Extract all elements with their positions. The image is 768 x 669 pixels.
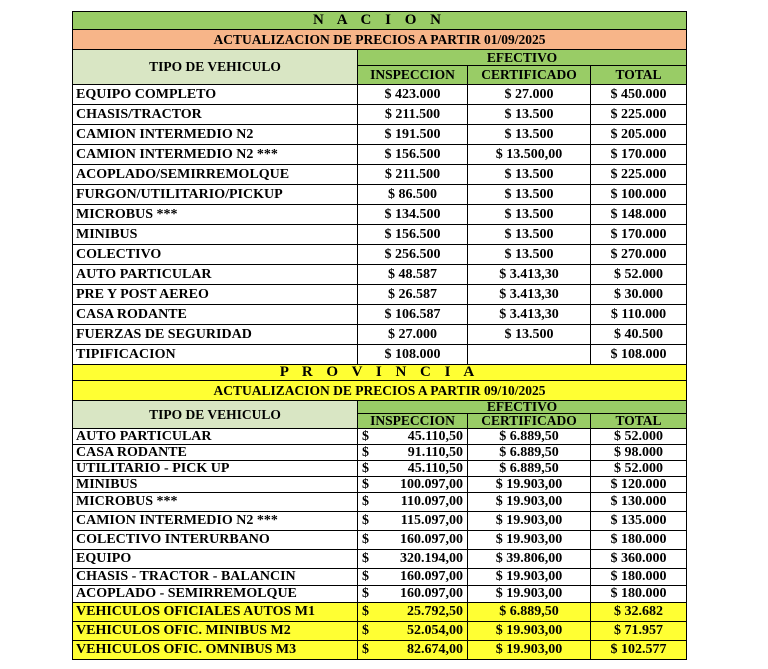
currency-symbol: $: [362, 513, 369, 528]
inspeccion-value: 115.097,00: [400, 513, 463, 528]
certificado-cell: $ 6.889,50: [468, 429, 591, 445]
inspeccion-cell: $ 134.500: [358, 205, 468, 225]
nacion-title: N A C I O N: [73, 12, 687, 30]
vehicle-type-cell: MICROBUS ***: [73, 205, 358, 225]
certificado-cell: $ 13.500,00: [468, 145, 591, 165]
inspeccion-cell: [358, 477, 468, 493]
certificado-cell: $ 3.413,30: [468, 285, 591, 305]
certificado-cell: $ 19.903,00: [468, 493, 591, 512]
inspeccion-cell: $ 27.000: [358, 325, 468, 345]
vehicle-type-cell: CASA RODANTE: [73, 445, 358, 461]
vehicle-type-cell: CAMION INTERMEDIO N2 ***: [73, 512, 358, 531]
currency-symbol: $: [362, 623, 369, 638]
vehicle-type-cell: MINIBUS: [73, 477, 358, 493]
vehicle-type-cell: VEHICULOS OFICIALES AUTOS M1: [73, 603, 358, 622]
vehicle-type-cell: CHASIS - TRACTOR - BALANCIN: [73, 569, 358, 586]
currency-symbol: $: [362, 551, 369, 566]
certificado-cell: $ 27.000: [468, 85, 591, 105]
vehicle-type-cell: COLECTIVO INTERURBANO: [73, 531, 358, 550]
certificado-cell: $ 19.903,00: [468, 641, 591, 660]
inspeccion-cell: [358, 550, 468, 569]
currency-symbol: $: [362, 569, 369, 584]
currency-symbol: $: [362, 586, 369, 601]
total-cell: $ 52.000: [591, 461, 687, 477]
inspeccion-cell: $ 211.500: [358, 105, 468, 125]
total-cell: $ 135.000: [591, 512, 687, 531]
total-cell: $ 30.000: [591, 285, 687, 305]
inspeccion-value: 25.792,50: [407, 604, 463, 619]
currency-symbol: $: [362, 604, 369, 619]
certificado-cell: $ 13.500: [468, 325, 591, 345]
currency-symbol: $: [362, 494, 369, 509]
vehicle-type-cell: VEHICULOS OFIC. OMNIBUS M3: [73, 641, 358, 660]
total-cell: $ 52.000: [591, 429, 687, 445]
certificado-cell: $ 13.500: [468, 125, 591, 145]
provincia-col-inspeccion: INSPECCION: [358, 414, 468, 429]
vehicle-type-cell: EQUIPO COMPLETO: [73, 85, 358, 105]
inspeccion-cell: [358, 531, 468, 550]
total-cell: $ 108.000: [591, 345, 687, 365]
certificado-cell: $ 6.889,50: [468, 445, 591, 461]
inspeccion-cell: $ 191.500: [358, 125, 468, 145]
total-cell: $ 40.500: [591, 325, 687, 345]
nacion-col-inspeccion: INSPECCION: [358, 66, 468, 85]
inspeccion-cell: [358, 622, 468, 641]
vehicle-type-cell: FUERZAS DE SEGURIDAD: [73, 325, 358, 345]
total-cell: $ 450.000: [591, 85, 687, 105]
currency-symbol: $: [362, 477, 369, 492]
inspeccion-value: 45.110,50: [407, 429, 463, 444]
vehicle-type-cell: CAMION INTERMEDIO N2 ***: [73, 145, 358, 165]
total-cell: $ 170.000: [591, 145, 687, 165]
inspeccion-cell: $ 86.500: [358, 185, 468, 205]
certificado-cell: $ 13.500: [468, 165, 591, 185]
vehicle-type-cell: AUTO PARTICULAR: [73, 429, 358, 445]
total-cell: $ 205.000: [591, 125, 687, 145]
provincia-col-efectivo: EFECTIVO: [358, 401, 687, 414]
vehicle-type-cell: EQUIPO: [73, 550, 358, 569]
total-cell: $ 130.000: [591, 493, 687, 512]
total-cell: $ 98.000: [591, 445, 687, 461]
inspeccion-cell: $ 26.587: [358, 285, 468, 305]
nacion-col-total: TOTAL: [591, 66, 687, 85]
inspeccion-value: 45.110,50: [407, 461, 463, 476]
vehicle-type-cell: COLECTIVO: [73, 245, 358, 265]
nacion-col-tipo: TIPO DE VEHICULO: [73, 50, 358, 85]
inspeccion-cell: $ 156.500: [358, 145, 468, 165]
provincia-col-tipo: TIPO DE VEHICULO: [73, 401, 358, 429]
inspeccion-cell: $ 48.587: [358, 265, 468, 285]
certificado-cell: $ 19.903,00: [468, 569, 591, 586]
certificado-cell: $ 19.903,00: [468, 512, 591, 531]
provincia-col-total: TOTAL: [591, 414, 687, 429]
provincia-col-certificado: CERTIFICADO: [468, 414, 591, 429]
inspeccion-value: 320.194,00: [400, 551, 463, 566]
certificado-cell: $ 19.903,00: [468, 622, 591, 641]
price-sheet: [72, 11, 686, 660]
inspeccion-value: 100.097,00: [400, 477, 463, 492]
inspeccion-value: 160.097,00: [400, 569, 463, 584]
vehicle-type-cell: CHASIS/TRACTOR: [73, 105, 358, 125]
certificado-cell: $ 13.500: [468, 185, 591, 205]
vehicle-type-cell: ACOPLADO - SEMIRREMOLQUE: [73, 586, 358, 603]
certificado-cell: $ 6.889,50: [468, 461, 591, 477]
certificado-cell: $ 39.806,00: [468, 550, 591, 569]
certificado-cell: $ 3.413,30: [468, 265, 591, 285]
certificado-cell: $ 19.903,00: [468, 477, 591, 493]
inspeccion-cell: $ 211.500: [358, 165, 468, 185]
inspeccion-value: 52.054,00: [407, 623, 463, 638]
total-cell: $ 270.000: [591, 245, 687, 265]
inspeccion-cell: [358, 586, 468, 603]
total-cell: $ 32.682: [591, 603, 687, 622]
total-cell: $ 52.000: [591, 265, 687, 285]
inspeccion-value: 82.674,00: [407, 642, 463, 657]
certificado-cell: $ 13.500: [468, 105, 591, 125]
total-cell: $ 170.000: [591, 225, 687, 245]
total-cell: $ 110.000: [591, 305, 687, 325]
inspeccion-cell: $ 256.500: [358, 245, 468, 265]
total-cell: $ 148.000: [591, 205, 687, 225]
certificado-cell: $ 19.903,00: [468, 586, 591, 603]
total-cell: $ 225.000: [591, 105, 687, 125]
currency-symbol: $: [362, 461, 369, 476]
inspeccion-cell: [358, 445, 468, 461]
vehicle-type-cell: AUTO PARTICULAR: [73, 265, 358, 285]
provincia-subtitle: ACTUALIZACION DE PRECIOS A PARTIR 09/10/2025: [73, 381, 687, 401]
total-cell: $ 102.577: [591, 641, 687, 660]
inspeccion-cell: $ 156.500: [358, 225, 468, 245]
inspeccion-value: 160.097,00: [400, 586, 463, 601]
certificado-cell: $ 13.500: [468, 245, 591, 265]
vehicle-type-cell: UTILITARIO - PICK UP: [73, 461, 358, 477]
currency-symbol: $: [362, 532, 369, 547]
vehicle-type-cell: PRE Y POST AEREO: [73, 285, 358, 305]
currency-symbol: $: [362, 642, 369, 657]
inspeccion-cell: [358, 493, 468, 512]
total-cell: $ 100.000: [591, 185, 687, 205]
nacion-col-certificado: CERTIFICADO: [468, 66, 591, 85]
vehicle-type-cell: ACOPLADO/SEMIRREMOLQUE: [73, 165, 358, 185]
inspeccion-cell: [358, 429, 468, 445]
total-cell: $ 180.000: [591, 586, 687, 603]
total-cell: $ 360.000: [591, 550, 687, 569]
inspeccion-cell: [358, 512, 468, 531]
inspeccion-cell: $ 106.587: [358, 305, 468, 325]
currency-symbol: $: [362, 429, 369, 444]
inspeccion-cell: $ 108.000: [358, 345, 468, 365]
certificado-cell: [468, 345, 591, 365]
total-cell: $ 180.000: [591, 569, 687, 586]
total-cell: $ 71.957: [591, 622, 687, 641]
vehicle-type-cell: FURGON/UTILITARIO/PICKUP: [73, 185, 358, 205]
total-cell: $ 180.000: [591, 531, 687, 550]
vehicle-type-cell: MINIBUS: [73, 225, 358, 245]
vehicle-type-cell: CASA RODANTE: [73, 305, 358, 325]
nacion-subtitle: ACTUALIZACION DE PRECIOS A PARTIR 01/09/2025: [73, 30, 687, 50]
certificado-cell: $ 19.903,00: [468, 531, 591, 550]
vehicle-type-cell: TIPIFICACION: [73, 345, 358, 365]
vehicle-type-cell: MICROBUS ***: [73, 493, 358, 512]
certificado-cell: $ 3.413,30: [468, 305, 591, 325]
inspeccion-value: 91.110,50: [407, 445, 463, 460]
certificado-cell: $ 13.500: [468, 205, 591, 225]
certificado-cell: $ 6.889,50: [468, 603, 591, 622]
currency-symbol: $: [362, 445, 369, 460]
inspeccion-value: 160.097,00: [400, 532, 463, 547]
nacion-col-efectivo: EFECTIVO: [358, 50, 687, 66]
inspeccion-cell: $ 423.000: [358, 85, 468, 105]
inspeccion-value: 110.097,00: [400, 494, 463, 509]
provincia-title: P R O V I N C I A: [73, 365, 687, 381]
inspeccion-cell: [358, 569, 468, 586]
price-table: [72, 11, 687, 660]
total-cell: $ 120.000: [591, 477, 687, 493]
vehicle-type-cell: VEHICULOS OFIC. MINIBUS M2: [73, 622, 358, 641]
inspeccion-cell: [358, 461, 468, 477]
vehicle-type-cell: CAMION INTERMEDIO N2: [73, 125, 358, 145]
total-cell: $ 225.000: [591, 165, 687, 185]
certificado-cell: $ 13.500: [468, 225, 591, 245]
inspeccion-cell: [358, 641, 468, 660]
inspeccion-cell: [358, 603, 468, 622]
